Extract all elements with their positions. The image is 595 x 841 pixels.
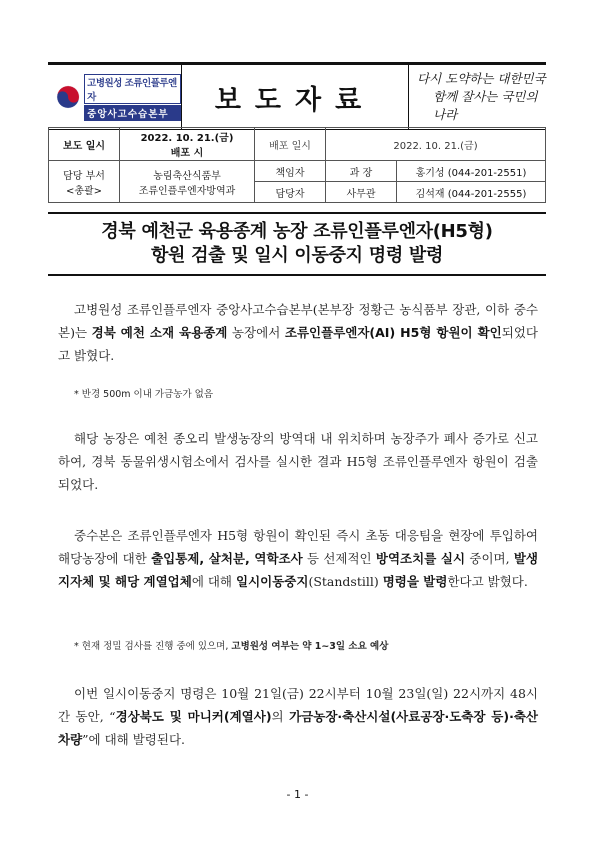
p3-bold-measures: 출입통제, 살처분, 역학조사 [151,551,303,566]
p4-bold-region: 경상북도 및 마니커(계열사) [115,709,272,724]
p3-text-e: 에 대해 [191,574,236,589]
taegeuk-logo-icon [56,84,80,110]
slogan-line1: 다시 도약하는 대한민국 [417,71,546,86]
p3-text-g: 한다고 밝혔다. [447,574,528,589]
body-paragraph-3 [58,524,538,593]
headline-line2: 항원 검출 및 일시 이동중지 명령 발령 [150,245,444,266]
p3-bold-quarantine: 방역조치를 실시 [375,551,466,566]
p4-text-a: 이번 일시이동중지 명령은 10월 21일(금) 22시부터 10월 23일(일) 22시까지 48시간 동안, “ [58,686,538,724]
report-date-sub: 배포 시 [170,148,204,159]
report-date-value: 2022. 10. 21.(금) [140,133,234,144]
staff-contact: 김석재 (044-201-2555) [397,182,546,203]
p4-text-c: 의 [271,709,290,724]
dept-label: 담당 부서 [63,170,105,182]
staff-title: 사무관 [326,182,397,203]
press-release-header [48,62,546,130]
p3-text-a: 중수본은 조류인플루엔자 H5형 항원이 확인된 즉시 초동 대응팀을 현장에 투입하여 해당농장에 대한 [58,528,538,566]
dept-label-sub: <총괄> [65,185,103,197]
responsible-contact: 홍기성 (044-201-2551) [397,161,546,182]
dept-label-cell [49,161,120,203]
page-number: - 1 - [286,788,309,801]
body-paragraph-2: 해당 농장은 예천 종오리 발생농장의 방역대 내 위치하며 농장주가 폐사 증가로 신고하여, 경북 동물위생시험소에서 검사를 실시한 결과 H5형 조류인플루엔자 항원이 검출되었다. [58,431,538,492]
p3-bold-targets: 발생 지자체 및 해당 계열업체 [58,551,538,589]
headline-line1: 경북 예천군 육용종계 농장 조류인플루엔자(H5형) [101,221,493,242]
slogan-line2: 함께 잘사는 국민의 나라 [433,89,538,122]
document-title: 보도자료 [182,65,409,129]
responsible-title: 과 장 [326,161,397,182]
dist-date-value: 2022. 10. 21.(금) [326,128,546,161]
p3-bold-order: 명령을 발령 [382,574,448,589]
footnote-1: * 반경 500m 이내 가금농가 없음 [74,389,214,400]
logo-text-line2: 중앙사고수습본부 [84,105,181,121]
p3-bold-standstill: 일시이동중지 [236,574,309,589]
headline-box [48,212,546,276]
p1-text-c: 농장에서 [227,325,285,340]
footnote-2 [74,638,544,652]
responsible-label: 책임자 [255,161,326,182]
report-date-label: 보도 일시 [49,128,120,161]
p3-text-c: 등 선제적인 [302,551,376,566]
p1-bold-location: 경북 예천 소재 육용종계 [91,325,228,340]
note2-bold: 고병원성 여부는 약 1~3일 소요 예상 [231,641,389,652]
release-info-table [48,127,546,203]
p3-text-f: (Standstill) [308,574,383,589]
dept-value-ministry: 농림축산식품부 [153,170,221,182]
p4-text-d: ”에 대해 발령된다. [82,732,185,747]
note2-text: * 현재 정밀 검사를 진행 중에 있으며, [74,641,232,652]
dept-value-cell [120,161,255,203]
body-paragraph-1 [58,298,538,367]
p1-bold-detection: 조류인플루엔자(AI) H5형 항원이 확인 [284,325,502,340]
dist-date-label: 배포 일시 [255,128,326,161]
logo-text-line1: 고병원성 조류인플루엔자 [84,74,181,104]
dept-value-division: 조류인플루엔자방역과 [138,185,236,197]
p1-text-a: 고병원성 조류인플루엔자 중앙사고수습본부(본부장 정황근 농식품부 장관, 이하 중수본)는 [58,302,538,340]
p3-text-d: 중이며, [465,551,514,566]
p1-text-d: 되었다고 밝혔다. [58,325,538,363]
staff-label: 담당자 [255,182,326,203]
ministry-logo [48,65,182,129]
body-paragraph-4 [58,682,538,751]
p4-bold-facilities: 가금농장·축산시설(사료공장·도축장 등)·축산차량 [58,709,538,747]
government-slogan [409,65,546,129]
report-date-cell [120,128,255,161]
